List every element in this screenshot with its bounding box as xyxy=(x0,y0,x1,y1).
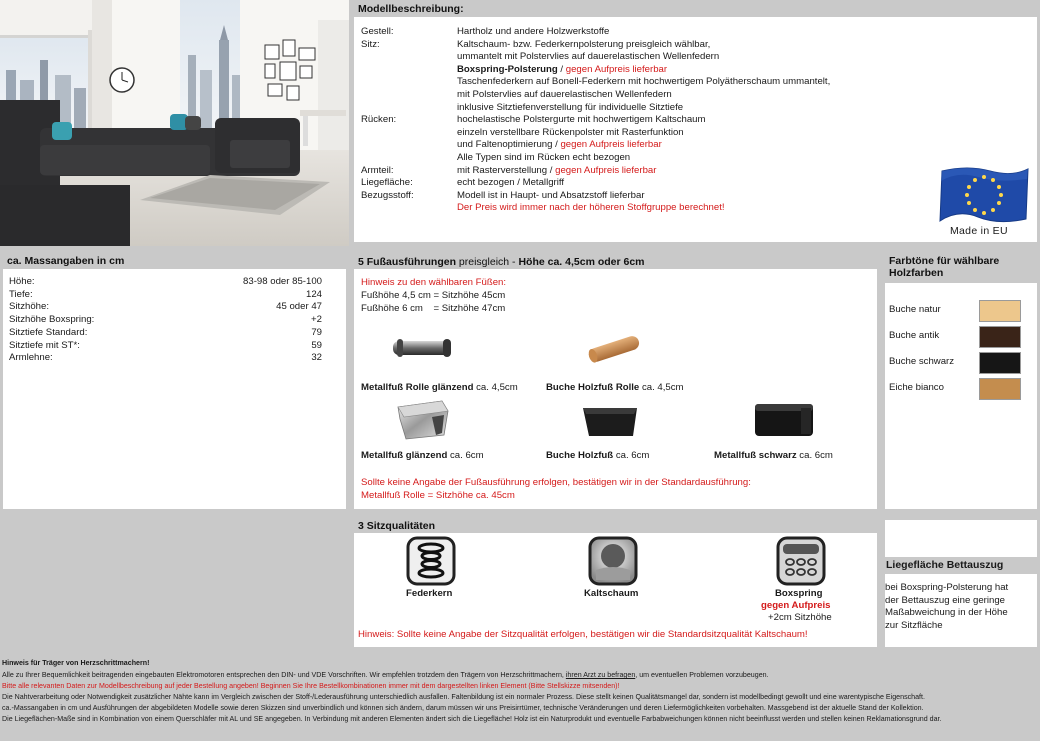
footer-line-2b: , um eventuellen Problemen vorzubeugen. xyxy=(635,671,769,679)
modell-row-line xyxy=(457,89,672,102)
farbton-label: Buche schwarz xyxy=(889,356,955,367)
fuss-item-1 xyxy=(361,382,518,395)
fuss-item-1-name: Metallfuß Rolle glänzend xyxy=(361,382,474,393)
massangaben-title: ca. Massangaben in cm xyxy=(7,255,125,267)
footer-line-6: Die Liegeflächen-Maße sind in Kombination von einem Querschläfer mit AL und SE angegeben. In Verbindung mit anderen Elementen ändert sich die Liegefläche! Holz ist ein Naturprodukt und eventuelle Farbabweichungen können nicht beeinflusst werden und stellen keinen Reklamationsgrund dar. xyxy=(2,715,942,723)
massangaben-panel xyxy=(0,252,349,512)
farbtoene-panel xyxy=(882,252,1040,512)
mass-value: 124 xyxy=(305,288,322,300)
metallfuss-rolle-icon xyxy=(389,335,459,363)
modell-plain-text: und Faltenoptimierung / xyxy=(457,139,561,151)
modell-red-text: gegen Aufpreis lieferbar xyxy=(555,164,657,176)
modell-red-text: Der Preis wird immer nach der höheren Stoffgruppe berechnet! xyxy=(457,202,725,214)
liege-line: zur Sitzfläche xyxy=(885,619,943,631)
fuss-title-bold2: Höhe ca. 4,5cm oder 6cm xyxy=(518,256,645,268)
sitz-item-1-label: Federkern xyxy=(406,588,453,599)
farbton-swatch xyxy=(979,326,1021,348)
fuss-item-2-size: ca. 4,5cm xyxy=(639,382,684,393)
footer-line-2a: Alle zu Ihrer Bequemlichkeit beitragenden eingebauten Elektromotoren entsprechen den DIN- und VDE Vorschriften. Wir empfehlen trotzdem den Trägern von Herzschrittmachern, xyxy=(2,671,566,679)
farbton-label: Buche antik xyxy=(889,330,940,341)
modell-row-line xyxy=(457,64,667,77)
liege-line: der Bettauszug eine geringe xyxy=(885,594,1006,606)
modell-plain-text: mit Rasterverstellung / xyxy=(457,164,556,176)
farbton-label: Eiche bianco xyxy=(889,382,944,393)
fuss-hint: Hinweis zu den wählbaren Füßen: xyxy=(361,277,507,288)
mass-row xyxy=(9,340,322,353)
eu-flag-icon xyxy=(938,165,1030,227)
fuss-item-4 xyxy=(546,450,649,463)
fuss-line-1: Fußhöhe 4,5 cm = Sitzhöhe 45cm xyxy=(361,290,506,301)
modell-text: mit Polstervlies auf dauerelastischen Wellenfedern xyxy=(457,89,672,100)
sitz-panel xyxy=(351,517,880,650)
liege-title: Liegefläche Bettauszug xyxy=(886,559,1004,571)
modell-row-label: Armteil: xyxy=(361,164,394,176)
modell-red-text: gegen Aufpreis lieferbar xyxy=(560,139,662,151)
modell-row-line xyxy=(457,152,630,165)
sofa-photo-illustration xyxy=(0,0,349,246)
footer-line-2u: ihren Arzt zu befragen xyxy=(565,671,636,679)
modell-bold-text: Boxspring-Polsterung xyxy=(457,63,558,75)
modell-text: Kaltschaum- bzw. Federkernpolsterung preisgleich wählbar, xyxy=(457,38,711,50)
modell-row-label: Bezugsstoff: xyxy=(361,189,414,201)
footer-line-2 xyxy=(2,671,769,680)
fuss-item-4-size: ca. 6cm xyxy=(613,450,650,461)
liege-title-bar xyxy=(882,557,1037,574)
kaltschaum-icon xyxy=(588,536,638,586)
modell-row-line xyxy=(457,202,725,215)
modell-row-line xyxy=(457,102,683,115)
modell-row-line xyxy=(457,165,656,178)
modell-row-line xyxy=(457,51,719,64)
mass-label: Höhe: xyxy=(9,276,35,287)
modell-row-line xyxy=(457,39,710,52)
modell-row-line xyxy=(457,26,609,39)
modell-text: Modell ist in Haupt- und Absatzstoff lieferbar xyxy=(457,189,645,201)
modell-text: Hartholz und andere Holzwerkstoffe xyxy=(457,26,610,37)
mass-value: 59 xyxy=(311,339,322,351)
massangaben-rows xyxy=(9,276,322,365)
mass-label: Tiefe: xyxy=(9,288,33,300)
mass-value: 32 xyxy=(311,352,322,364)
product-photo xyxy=(0,0,349,246)
mass-value: +2 xyxy=(311,314,322,326)
massangaben-box xyxy=(3,269,346,509)
mass-label: Sitztiefe mit ST*: xyxy=(9,339,80,351)
fuss-item-5-name: Metallfuß schwarz xyxy=(714,450,797,461)
fuss-item-2-name: Buche Holzfuß Rolle xyxy=(546,382,640,393)
mass-label: Sitztiefe Standard: xyxy=(9,326,88,338)
modell-red-text: gegen Aufpreis lieferbar xyxy=(565,63,668,75)
fuss-note-2: Metallfuß Rolle = Sitzhöhe ca. 45cm xyxy=(361,490,515,501)
modell-text: einzeln verstellbare Rückenpolster mit Rasterfunktion xyxy=(457,126,684,138)
mass-row xyxy=(9,289,322,302)
modell-plain-text: / xyxy=(557,63,566,75)
fuss-title-plain: preisgleich - xyxy=(456,256,519,268)
fuss-item-3-name: Metallfuß glänzend xyxy=(361,450,448,461)
farbtoene-box xyxy=(885,283,1037,509)
sitz-item-2-label: Kaltschaum xyxy=(584,588,639,599)
fuss-title-bold: 5 Fußausführungen xyxy=(358,256,456,268)
modell-panel xyxy=(351,0,1040,246)
fuss-line-2: Fußhöhe 6 cm = Sitzhöhe 47cm xyxy=(361,303,506,314)
federkern-icon xyxy=(406,536,456,586)
farbton-swatch xyxy=(979,352,1021,374)
fuss-item-1-size: ca. 4,5cm xyxy=(473,382,518,393)
eu-flag xyxy=(938,165,1030,239)
mass-row xyxy=(9,327,322,340)
boxspring-icon xyxy=(776,536,826,586)
modell-text: hochelastische Polstergurte mit hochwertigem Kaltschaum xyxy=(457,114,706,126)
buche-holzfuss-rolle-icon xyxy=(584,333,644,365)
modell-row-line xyxy=(457,114,706,127)
mass-value: 45 oder 47 xyxy=(276,301,322,313)
made-in-eu-label: Made in EU xyxy=(950,225,1008,237)
fuss-item-4-name: Buche Holzfuß xyxy=(546,450,614,461)
footer-line-3: Bitte alle relevanten Daten zur Modellbeschreibung auf jeder Bestellung angeben! Beginnen Sie Ihre Bestellkombinationen immer mit dem dargestellten linken Element (Bitte Stellskizze mitsenden)! xyxy=(2,682,620,690)
farbtoene-title-2: Holzfarben xyxy=(889,267,944,279)
modell-row-line xyxy=(457,127,684,140)
sitz-hint: Hinweis: Sollte keine Angabe der Sitzqualität erfolgen, bestätigen wir die Standardsitzqualität Kaltschaum! xyxy=(358,629,808,640)
modell-text: inklusive Sitztiefenverstellung für individuelle Sitztiefe xyxy=(457,101,684,113)
liege-line: bei Boxspring-Polsterung hat xyxy=(885,582,1009,593)
mass-value: 79 xyxy=(311,326,322,338)
liege-line: Maßabweichung in der Höhe xyxy=(885,607,1008,619)
buche-holzfuss-icon xyxy=(579,402,643,444)
farbton-label: Buche natur xyxy=(889,304,941,315)
modell-box xyxy=(354,17,1037,242)
metallfuss-schwarz-icon xyxy=(751,398,819,444)
fuss-item-5-size: ca. 6cm xyxy=(796,450,833,461)
mass-row xyxy=(9,276,322,289)
footer-line-5: ca.-Massangaben in cm und Ausführungen der abgebildeten Modelle sowie deren Skizzen sind unverbindlich und können sich ändern, darum müssen wir uns Preisirrtümer, technische Veränderungen und deren Liefermöglichkeiten vorbehalten. Massgebend ist der aktuelle Stand der Kollektion. xyxy=(2,704,924,712)
footer xyxy=(0,655,1040,741)
sitz-title: 3 Sitzqualitäten xyxy=(358,520,436,532)
fuss-item-5 xyxy=(714,450,833,463)
mass-value: 83-98 oder 85-100 xyxy=(243,276,322,287)
modell-row-label: Sitz: xyxy=(361,38,380,50)
mass-label: Sitzhöhe Boxspring: xyxy=(9,314,95,326)
fuss-box xyxy=(354,269,877,509)
modell-text: Taschenfederkern auf Bonell-Federkern mit hochwertigem Polyätherschaum ummantelt, xyxy=(457,76,831,88)
modell-row-line xyxy=(457,190,645,203)
sitz-box xyxy=(354,533,877,647)
farbton-swatch xyxy=(979,378,1021,400)
fuss-panel xyxy=(351,252,880,512)
mass-row xyxy=(9,314,322,327)
farbton-swatch xyxy=(979,300,1021,322)
sitz-item-3-price: gegen Aufpreis xyxy=(761,600,831,611)
modell-row-line xyxy=(457,139,662,152)
fuss-item-3-size: ca. 6cm xyxy=(447,450,484,461)
modell-text: ummantelt mit Polstervlies auf dauerelastischen Wellenfedern xyxy=(457,51,720,63)
footer-line-4: Die Nahtverarbeitung oder Notwendigkeit zusätzlicher Nähte kann im Vergleich zwischen der Stoff-/Lederausführung unterschiedlich ausfallen. Faltenbildung ist ein normaler Prozess. Diese stellt keinen Qualitätsmangel dar, sondern ist modellbedingt gewollt und eine warentypische Eigenschaft. xyxy=(2,693,925,701)
mass-label: Sitzhöhe: xyxy=(9,301,50,313)
mass-row xyxy=(9,301,322,314)
fuss-item-3 xyxy=(361,450,484,463)
liege-box xyxy=(885,520,1037,647)
modell-row-line xyxy=(457,177,564,190)
sitz-item-3-label: Boxspring xyxy=(775,588,823,599)
modell-row-label: Liegefläche: xyxy=(361,177,413,189)
fuss-title xyxy=(358,256,645,268)
fuss-item-2 xyxy=(546,382,684,395)
liege-text xyxy=(885,582,1008,632)
modell-text: echt bezogen / Metallgriff xyxy=(457,177,565,189)
fuss-note-1: Sollte keine Angabe der Fußausführung erfolgen, bestätigen wir in der Standardausführung: xyxy=(361,477,751,488)
sitz-item-3-extra: +2cm Sitzhöhe xyxy=(768,612,832,623)
modell-row-line xyxy=(457,76,830,89)
mass-label: Armlehne: xyxy=(9,352,53,364)
liege-panel xyxy=(882,517,1040,650)
modell-row-label: Gestell: xyxy=(361,26,394,37)
farbtoene-title-1: Farbtöne für wählbare xyxy=(889,255,1000,267)
mass-row xyxy=(9,352,322,365)
metallfuss-glaenzend-icon xyxy=(392,397,452,443)
footer-line-1: Hinweis für Träger von Herzschrittmachern! xyxy=(2,659,150,667)
modell-text: Alle Typen sind im Rücken echt bezogen xyxy=(457,152,631,163)
modell-row-label: Rücken: xyxy=(361,114,397,126)
modell-title: Modellbeschreibung: xyxy=(358,3,464,15)
